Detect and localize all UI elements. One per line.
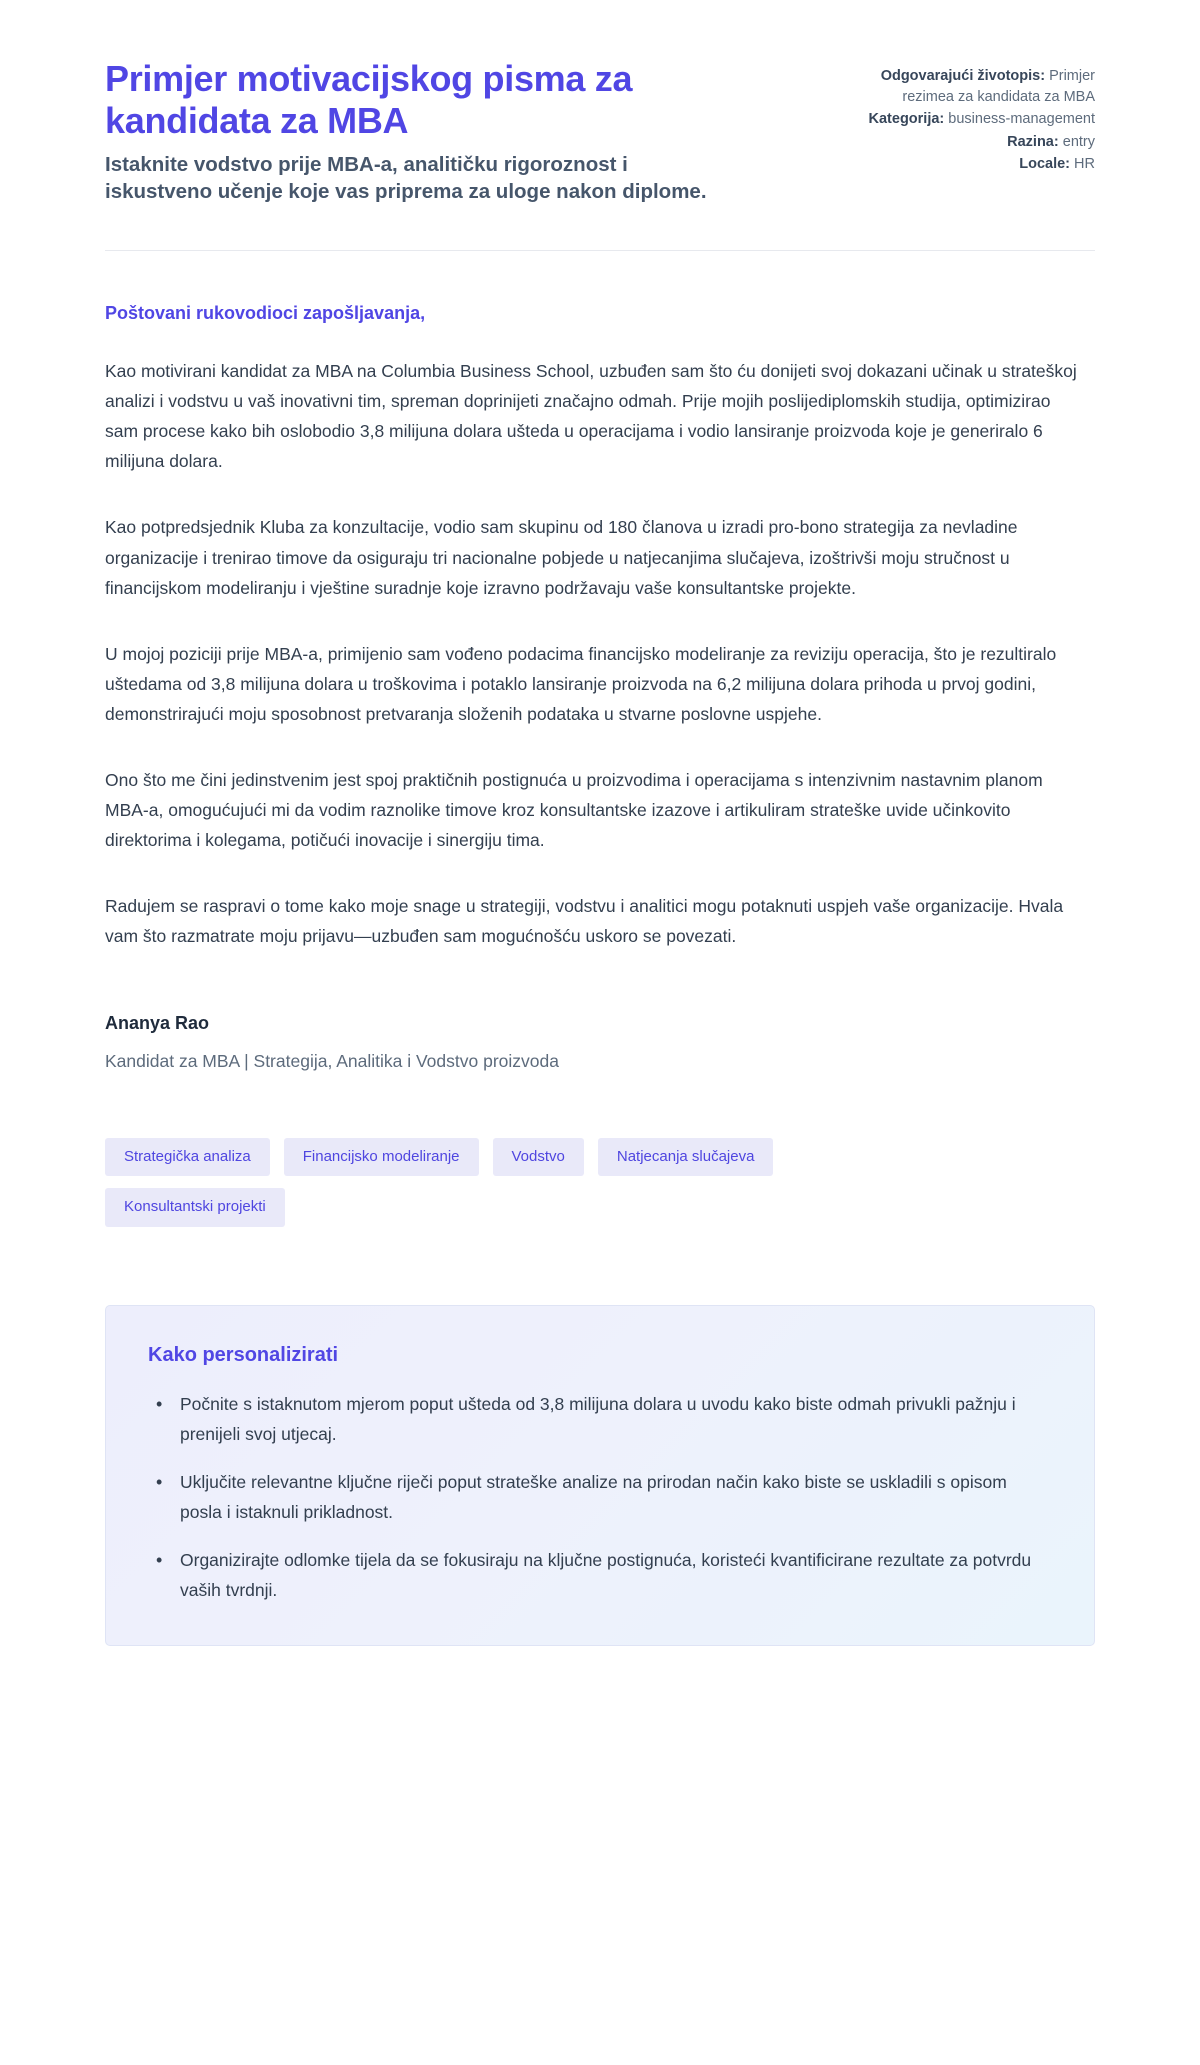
signature-role: Kandidat za MBA | Strategija, Analitika i Vodstvo proizvoda xyxy=(105,1051,559,1072)
metadata-label-locale: Locale: xyxy=(1019,156,1071,173)
metadata-value-category: business-management xyxy=(948,111,1095,128)
metadata-row-locale xyxy=(835,154,1095,175)
metadata-row-category xyxy=(835,109,1095,130)
letter-paragraph: Ono što me čini jedinstvenim jest spoj praktičnih postignuća u proizvodima i operacijama s intenzivnim nastavnim planom MBA-a, omogućujući mi da vodim raznolike timove kroz konsultantske izazove i artikuliram strateške uvide učinkovito direktorima i kolegama, potičući inovacije i sinergiju tima. xyxy=(105,769,1043,851)
header-title-block xyxy=(105,58,805,205)
signature-name: Ananya Rao xyxy=(105,1013,210,1034)
metadata-row-resume xyxy=(835,66,1095,107)
letter-paragraph: Radujem se raspravi o tome kako moje snage u strategiji, vodstvu i analitici mogu potaknuti uspjeh vaše organizacije. Hvala vam što razmatrate moju prijavu—uzbuđen sam mogućnošću uskoro se povezati. xyxy=(105,896,1064,947)
signature-block xyxy=(105,1013,1095,1074)
callout-list xyxy=(148,1389,1052,1606)
document-header xyxy=(105,0,1095,205)
skill-tag-list xyxy=(105,1138,895,1227)
metadata-label-category: Kategorija: xyxy=(868,111,945,128)
metadata-row-level xyxy=(835,132,1095,153)
callout-list-item: • Počnite s istaknutom mjerom poput ušteda od 3,8 milijuna dolara u uvodu kako biste odmah privukli pažnju i prenijeli svoj utjecaj. xyxy=(174,1389,1052,1449)
skill-tag[interactable]: Strategička analiza xyxy=(105,1138,270,1177)
callout-list-item: • Uključite relevantne ključne riječi poput strateške analize na prirodan način kako biste se uskladili s opisom posla i istaknuli prikladnost. xyxy=(174,1467,1052,1527)
callout-list-item: • Organizirajte odlomke tijela da se fokusiraju na ključne postignuća, koristeći kvantificirane rezultate za potvrdu vaših tvrdnji. xyxy=(174,1545,1052,1605)
page-subtitle: Istaknite vodstvo prije MBA-a, analitičku rigoroznost i iskustveno učenje koje vas priprema za uloge nakon diplome. xyxy=(105,152,707,203)
metadata-label-resume: Odgovarajući životopis: xyxy=(880,68,1046,84)
callout-title: Kako personalizirati xyxy=(148,1343,339,1366)
page-title: Primjer motivacijskog pisma za kandidata za MBA xyxy=(105,58,633,142)
metadata-value-resume: Primjer rezimea za kandidata za MBA xyxy=(902,68,1095,105)
skill-tag[interactable]: Vodstvo xyxy=(493,1138,584,1177)
personalization-callout xyxy=(105,1305,1095,1647)
skill-tag[interactable]: Natjecanja slučajeva xyxy=(598,1138,774,1177)
metadata-value-locale: HR xyxy=(1074,156,1095,173)
letter-paragraph: U mojoj poziciji prije MBA-a, primijenio sam vođeno podacima financijsko modeliranje za reviziju operacija, što je rezultiralo uštedama od 3,8 milijuna dolara u troškovima i potaklo lansiranje proizvoda na 6,2 milijuna dolara prihoda u prvoj godini, demonstrirajući moju sposobnost pretvaranja složenih podataka u stvarne poslovne uspjehe. xyxy=(105,643,1057,724)
skill-tag[interactable]: Financijsko modeliranje xyxy=(284,1138,479,1177)
skill-tag[interactable]: Konsultantski projekti xyxy=(105,1188,285,1227)
letter-paragraph: Kao potpredsjednik Kluba za konzultacije, vodio sam skupinu od 180 članova u izradi pro-bono strategija za nevladine organizacije i trenirao timove da osiguraju tri nacionalne pobjede u natjecanjima slučajeva, izoštrivši moju stručnost u financijskom modeliranju i vještine suradnje koje izravno podržavaju vaše konsultantske projekte. xyxy=(105,517,1018,598)
letter-paragraph: Kao motivirani kandidat za MBA na Columbia Business School, uzbuđen sam što ću donijeti svoj dokazani učinak u strateškoj analizi i vodstvu u vaš inovativni tim, spreman doprinijeti značajno odmah. Prije mojih poslijediplomskih studija, optimizirao sam procese kako bih oslobodio 3,8 milijuna dolara ušteda u operacijama i vodio lansiranje proizvoda koje je generiralo 6 milijuna dolara. xyxy=(105,361,1077,472)
letter-salutation: Poštovani rukovodioci zapošljavanja, xyxy=(105,303,426,324)
metadata-label-level: Razina: xyxy=(1007,133,1059,150)
cover-letter-body xyxy=(105,251,1095,1646)
metadata-value-level: entry xyxy=(1062,133,1095,150)
document-metadata xyxy=(835,58,1095,177)
